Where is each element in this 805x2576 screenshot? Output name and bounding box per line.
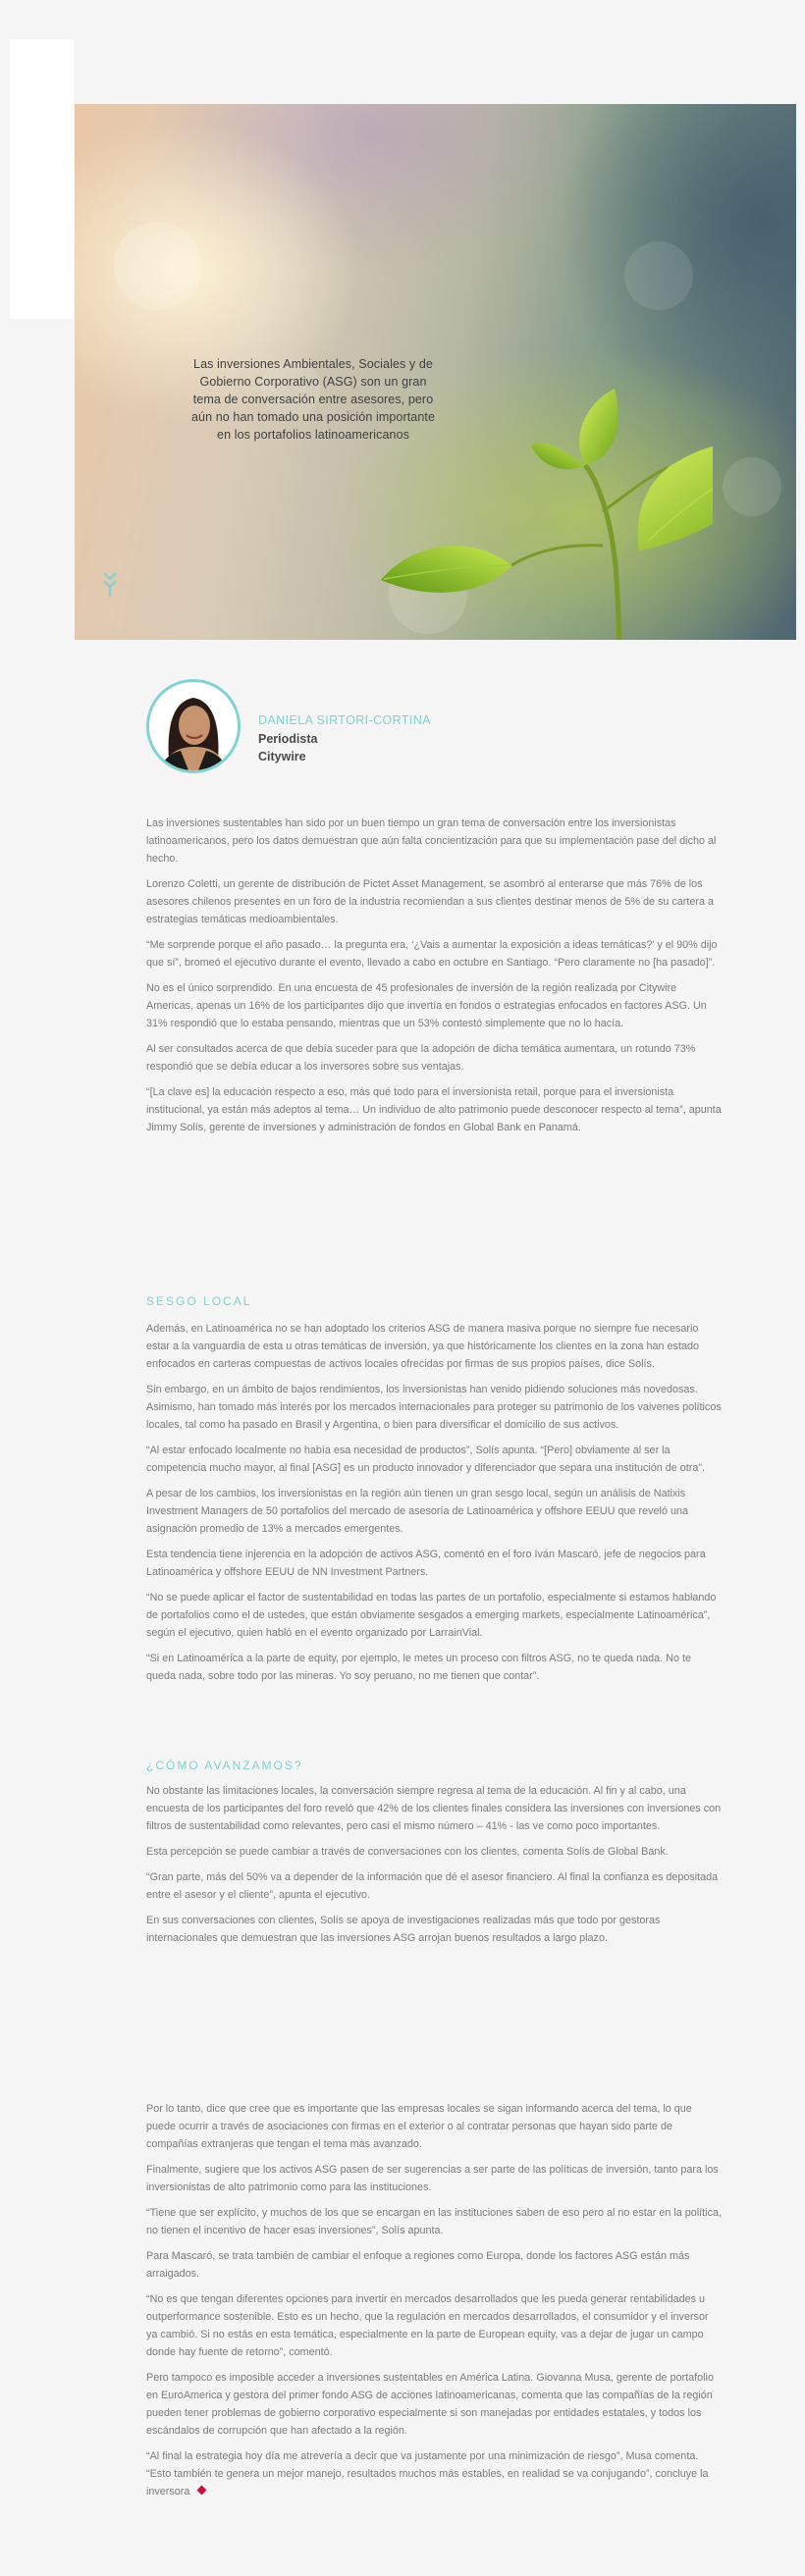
author-block	[146, 679, 539, 781]
hero-text: Las inversiones Ambientales, Sociales y de Gobierno Corporativo (ASG) son un gran tema de conversación entre asesores, pero aún no han tomado una posición importante en los portafolios latinoamericanos	[190, 357, 436, 442]
paragraph: Además, en Latinoamérica no se han adoptado los criterios ASG de manera masiva porque no siempre fue necesario estar a la vanguardia de esta u otras temáticas de inversión, ya que históricamente los clientes en la zona han estado enfocados en carteras compuestas de activos locales ofrecidas por firmas de sus propios países, dice Solís.	[146, 1323, 699, 1370]
paragraph: “Si en Latinoamérica a la parte de equity, por ejemplo, le metes un proceso con filtros ASG, no te queda nada. No te queda nada, sobre todo por las mineras. Yo soy peruano, no me tienen que contar”.	[146, 1653, 691, 1682]
end-of-article-icon	[197, 2486, 207, 2496]
side-panel	[10, 39, 74, 319]
section-title: ¿CÓMO AVANZAMOS?	[146, 1759, 303, 1772]
scroll-down-icon[interactable]	[102, 571, 118, 599]
paragraph: Para Mascaró, se trata también de cambiar el enfoque a regiones como Europa, donde los factores ASG están más arraigados.	[146, 2250, 690, 2280]
paragraph: Al ser consultados acerca de que debía suceder para que la adopción de dicha temática aumentara, un rotundo 73% respondió que se debía educar a los inversores sobre sus ventajas.	[146, 1043, 696, 1073]
paragraph: Lorenzo Coletti, un gerente de distribución de Pictet Asset Management, se asombró al enterarse que más 76% de los asesores chilenos presentes en un foro de la industria recomiendan a sus clientes destinar menos de 5% de su cartera a estrategias temáticas medioambientales.	[146, 878, 714, 925]
article-intro	[146, 815, 722, 1144]
paragraph	[146, 2447, 722, 2500]
section-como-avanzamos	[146, 1757, 722, 1955]
paragraph: “Gran parte, más del 50% va a depender de la información que dé el asesor financiero. Al final la confianza es depositada entre el asesor y el cliente”, apunta el ejecutivo.	[146, 1871, 719, 1901]
portrait-icon	[149, 682, 238, 770]
author-role: Periodista	[258, 732, 318, 746]
paragraph: “No es que tengan diferentes opciones para invertir en mercados desarrollados que les pueda generar rentabilidades u outperformance sostenible. Esto es un hecho, que la regulación en mercados desarrollados, el consumidor y el inversor ya cambió. Si no estás en esta temática, especialmente en la parte de European equity, vas a dejar de jugar un campo donde hay fuente de retorno”, comentó.	[146, 2293, 709, 2358]
paragraph: No es el único sorprendido. En una encuesta de 45 profesionales de inversión de la región realizada por Citywire Americas, apenas un 16% de los participantes dijo que invertía en fondos o estrategias enfocados en factores ASG. Un 31% respondió que lo estaba pensando, mientras que un 53% contestó simplemente que no lo hacía.	[146, 982, 707, 1029]
paragraph: En sus conversaciones con clientes, Solís se apoya de investigaciones realizadas más que todo por gestoras internacionales que demuestran que las inversiones ASG arrojan buenos resultados a largo plazo.	[146, 1915, 661, 1944]
paragraph: Finalmente, sugiere que los activos ASG pasen de ser sugerencias a ser parte de las políticas de inversión, tanto para los inversionistas de alto patrimonio como para las instituciones.	[146, 2164, 719, 2193]
paragraph: Pero tampoco es imposible acceder a inversiones sustentables en América Latina. Giovanna Musa, gerente de portafolio en EuroAmerica y gestora del primer fondo ASG de acciones latinoamericanas, comenta que las compañías de la región pueden tener problemas de gobierno corporativo especialmente si son manejadas por entidades estatales, y todos los escándalos de corrupción que han afectado a la región.	[146, 2372, 714, 2437]
paragraph: “Tiene que ser explícito, y muchos de los que se encargan en las instituciones saben de eso pero al no estar en la política, no tienen el incentivo de hacer esas inversiones”, Solís apunta.	[146, 2207, 722, 2236]
article-closing	[146, 2100, 722, 2508]
hero-banner	[75, 104, 796, 640]
paragraph: “Al estar enfocado localmente no había esa necesidad de productos”, Solís apunta. “[Pero] obviamente al ser la competencia mucho mayor, al final [ASG] es un producto innovador y diferenciador que separa una institución de otra”.	[146, 1445, 705, 1474]
paragraph: Las inversiones sustentables han sido por un buen tiempo un gran tema de conversación entre los inversionistas latinoamericanos, pero los datos demuestran que aún falta concientización para que su implementación pase del dicho al hecho.	[146, 817, 717, 865]
paragraph: “[La clave es] la educación respecto a eso, más qué todo para el inversionista retail, porque para el inversionista institucional, ya están más adeptos al tema… Un individuo de alto patrimonio puede desconocer respecto al tema”, apunta Jimmy Solís, gerente de inversiones y administración de fondos en Global Bank en Panamá.	[146, 1086, 722, 1133]
section-sesgo-local	[146, 1292, 722, 1693]
paragraph: Esta tendencia tiene injerencia en la adopción de activos ASG, comentó en el foro Iván Mascaró, jefe de negocios para Latinoamérica y offshore EEUU de NN Investment Partners.	[146, 1549, 706, 1578]
paragraph: “No se puede aplicar el factor de sustentabilidad en todas las partes de un portafolio, especialmente si estamos hablando de portafolios como el de ustedes, que están obviamente sesgados a emerging markets, especialmente Latinoamérica”, según el ejecutivo, quien habló en el evento organizado por LarrainVial.	[146, 1592, 717, 1639]
paragraph: Sin embargo, en un ámbito de bajos rendimientos, los inversionistas han venido pidiendo soluciones más novedosas. Asimismo, han tomado más interés por los mercados internacionales para proteger su patrimonio de los vaivenes políticos locales, tal como ha pasado en Brasil y Argentina, o bien para diversificar el domicilio de sus activos.	[146, 1384, 722, 1431]
author-company: Citywire	[258, 750, 306, 763]
section-title: SESGO LOCAL	[146, 1294, 252, 1308]
paragraph-text: “Al final la estrategia hoy día me atrevería a decir que va justamente por una minimización de riesgo”, Musa comenta. “Esto también te genera un mejor manejo, resultados muchos más estables, en realidad se va conjugando”, concluye la inversora	[146, 2450, 709, 2497]
paragraph: Por lo tanto, dice que cree que es importante que las empresas locales se sigan informando acerca del tema, lo que puede ocurrir a través de asociaciones con firmas en el exterior o al contratar personas que hayan sido parte de compañías extranjeras que tengan el tema más avanzado.	[146, 2103, 692, 2150]
paragraph: A pesar de los cambios, los inversionistas en la región aún tienen un gran sesgo local, según un análisis de Natixis Investment Managers de 50 portafolios del mercado de asesoría de Latinoamérica y offshore EEUU que reveló una asignación promedio de 13% a mercados emergentes.	[146, 1488, 688, 1535]
avatar	[146, 679, 241, 773]
plant-illustration	[291, 349, 713, 640]
paragraph: Esta percepción se puede cambiar a través de conversaciones con los clientes, comenta Solís de Global Bank.	[146, 1846, 669, 1858]
paragraph: No obstante las limitaciones locales, la conversación siempre regresa al tema de la educación. Al fin y al cabo, una encuesta de los participantes del foro reveló que 42% de los clientes finales considera las inversiones con inversiones con filtros de sustentabilidad como relevantes, pero casi el mismo número – 41% - las ve como poco importantes.	[146, 1785, 722, 1832]
paragraph: “Me sorprende porque el año pasado… la pregunta era, ‘¿Vais a aumentar la exposición a ideas temáticas?’ y el 90% dijo que sí”, bromeó el ejecutivo durante el evento, llevado a cabo en octubre en Santiago. “Pero claramente no [ha pasado]”.	[146, 939, 718, 969]
author-name: DANIELA SIRTORI-CORTINA	[258, 713, 431, 727]
